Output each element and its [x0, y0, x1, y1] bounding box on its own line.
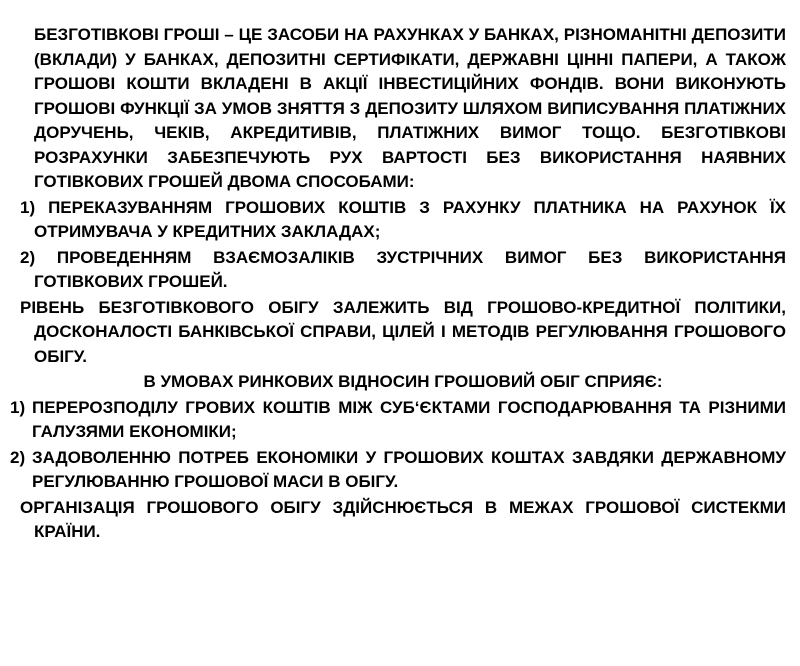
list-item-number: 1) [10, 397, 26, 417]
intro-paragraph: БЕЗГОТІВКОВІ ГРОШІ – ЦЕ ЗАСОБИ НА РАХУНКАХ У БАНКАХ, РІЗНОМАНІТНІ ДЕПОЗИТИ (ВКЛАДИ) У БАНКАХ, ДЕПОЗИТНІ СЕРТИФІКАТИ, ДЕРЖАВНІ ЦІННІ ПАПЕРИ, А ТАКОЖ ГРОШОВІ КОШТИ ВКЛАДЕНІ В АКЦІЇ ІНВЕСТИЦІЙНИХ ФОНДІВ. ВОНИ ВИКОНУЮТЬ ГРОШОВІ ФУНКЦІЇ ЗА УМОВ ЗНЯТТЯ З ДЕПОЗИТУ ШЛЯХОМ ВИПИСУВАННЯ ПЛАТІЖНИХ ДОРУЧЕНЬ, ЧЕКІВ, АКРЕДИТИВІВ, ПЛАТІЖНИХ ВИМОГ ТОЩО. БЕЗГОТІВКОВІ РОЗРАХУНКИ ЗАБЕЗПЕЧУЮТЬ РУХ ВАРТОСТІ БЕЗ ВИКОРИСТАННЯ НАЯВНИХ ГОТІВКОВИХ ГРОШЕЙ ДВОМА СПОСОБАМИ: [34, 25, 786, 191]
market-effects-list [0, 396, 800, 495]
way-2-paragraph: 2) ПРОВЕДЕННЯМ ВЗАЄМОЗАЛІКІВ ЗУСТРІЧНИХ ВИМОГ БЕЗ ВИКОРИСТАННЯ ГОТІВКОВИХ ГРОШЕЙ. [20, 247, 786, 291]
list-item-number: 2) [10, 447, 26, 467]
organization-paragraph: ОРГАНІЗАЦІЯ ГРОШОВОГО ОБІГУ ЗДІЙСНЮЄТЬСЯ В МЕЖАХ ГРОШОВОЇ СИСТЕКМИ КРАЇНИ. [20, 497, 786, 541]
list-item-text: ПЕРЕРОЗПОДІЛУ ГРОВИХ КОШТІВ МІЖ СУБ‘ЄКТАМИ ГОСПОДАРЮВАННЯ ТА РІЗНИМИ ГАЛУЗЯМИ ЕКОНОМІКИ; [32, 397, 786, 441]
circulation-level-paragraph: РІВЕНЬ БЕЗГОТІВКОВОГО ОБІГУ ЗАЛЕЖИТЬ ВІД ГРОШОВО-КРЕДИТНОЇ ПОЛІТИКИ, ДОСКОНАЛОСТІ БАНКІВСЬКОЇ СПРАВИ, ЦІЛЕЙ І МЕТОДІВ РЕГУЛЮВАННЯ ГРОШОВОГО ОБІГУ. [20, 297, 786, 366]
list-item [0, 446, 800, 495]
list-item [0, 396, 800, 445]
list-item-text: ЗАДОВОЛЕННЮ ПОТРЕБ ЕКОНОМІКИ У ГРОШОВИХ КОШТАХ ЗАВДЯКИ ДЕРЖАВНОМУ РЕГУЛЮВАННЮ ГРОШОВОЇ МАСИ В ОБІГУ. [32, 447, 786, 491]
market-conditions-heading: В УМОВАХ РИНКОВИХ ВІДНОСИН ГРОШОВИЙ ОБІГ СПРИЯЄ: [143, 372, 663, 391]
slide-body [0, 23, 800, 546]
way-1-paragraph: 1) ПЕРЕКАЗУВАННЯМ ГРОШОВИХ КОШТІВ З РАХУНКУ ПЛАТНИКА НА РАХУНОК ЇХ ОТРИМУВАЧА У КРЕДИТНИХ ЗАКЛАДАХ; [20, 197, 786, 241]
